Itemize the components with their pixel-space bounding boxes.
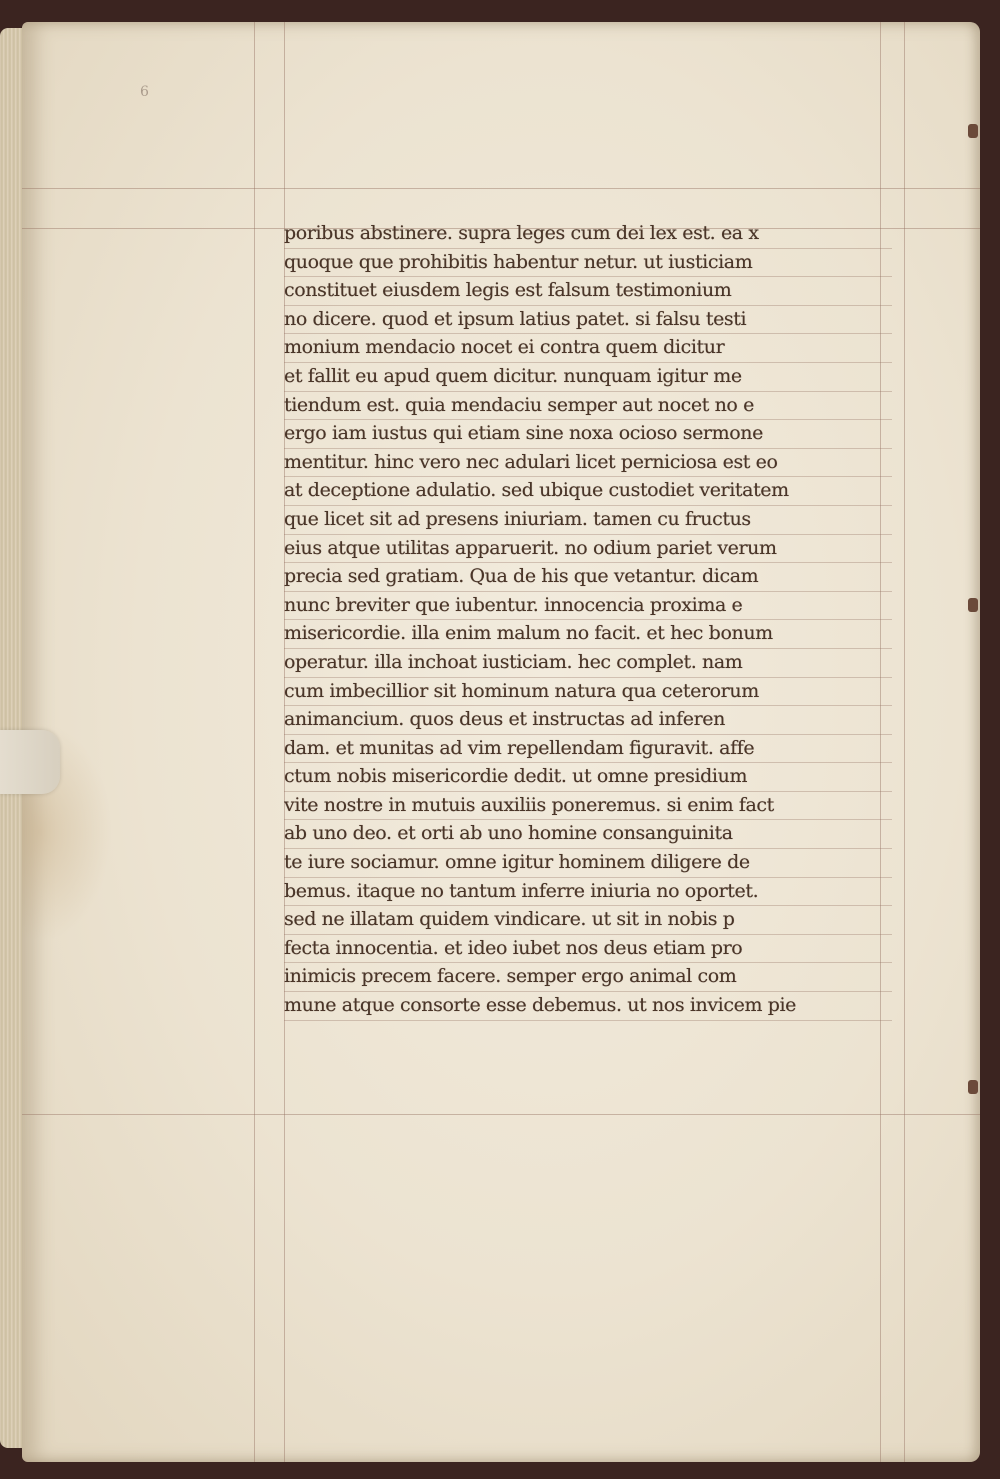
ruling-line-horizontal: [22, 188, 980, 189]
ruling-line-vertical: [254, 22, 255, 1462]
text-line: poribus abstinere. supra leges cum dei lex est. ea x: [284, 220, 892, 249]
text-line: cum imbecillior sit hominum natura qua ceterorum: [284, 678, 892, 707]
text-line: at deceptione adulatio. sed ubique custodiet veritatem: [284, 477, 892, 506]
text-line: ab uno deo. et orti ab uno homine consanguinita: [284, 820, 892, 849]
text-line: nunc breviter que iubentur. innocencia proxima e: [284, 592, 892, 621]
text-line: tiendum est. quia mendaciu semper aut nocet no e: [284, 392, 892, 421]
text-line: vite nostre in mutuis auxiliis poneremus. si enim fact: [284, 792, 892, 821]
text-line: misericordie. illa enim malum no facit. et hec bonum: [284, 620, 892, 649]
text-line: mentitur. hinc vero nec adulari licet perniciosa est eo: [284, 449, 892, 478]
text-line: quoque que prohibitis habentur netur. ut iusticiam: [284, 249, 892, 278]
text-line: operatur. illa inchoat iusticiam. hec complet. nam: [284, 649, 892, 678]
text-line: dam. et munitas ad vim repellendam figuravit. affe: [284, 735, 892, 764]
text-line: eius atque utilitas apparuerit. no odium pariet verum: [284, 535, 892, 564]
text-line: que licet sit ad presens iniuriam. tamen cu fructus: [284, 506, 892, 535]
text-line: ergo iam iustus qui etiam sine noxa ocioso sermone: [284, 420, 892, 449]
text-line: et fallit eu apud quem dicitur. nunquam igitur me: [284, 363, 892, 392]
binding-stitch: [968, 124, 978, 138]
text-line: precia sed gratiam. Qua de his que vetantur. dicam: [284, 563, 892, 592]
manuscript-page: [22, 22, 980, 1462]
binding-stitch: [968, 598, 978, 612]
text-line: ctum nobis misericordie dedit. ut omne presidium: [284, 763, 892, 792]
text-line: fecta innocentia. et ideo iubet nos deus etiam pro: [284, 935, 892, 964]
text-line: no dicere. quod et ipsum latius patet. si falsu testi: [284, 306, 892, 335]
ruling-line-horizontal: [22, 1114, 980, 1115]
ruling-line-vertical: [904, 22, 905, 1462]
text-line: inimicis precem facere. semper ergo animal com: [284, 963, 892, 992]
text-line: animancium. quos deus et instructas ad inferen: [284, 706, 892, 735]
text-line: te iure sociamur. omne igitur hominem diligere de: [284, 849, 892, 878]
folio-mark: 6: [140, 84, 149, 100]
text-line: mune atque consorte esse debemus. ut nos invicem pie: [284, 992, 892, 1021]
text-line: sed ne illatam quidem vindicare. ut sit in nobis p: [284, 906, 892, 935]
text-line: bemus. itaque no tantum inferre iniuria no oportet.: [284, 878, 892, 907]
page-tab-marker: [0, 730, 60, 794]
text-line: monium mendacio nocet ei contra quem dicitur: [284, 334, 892, 363]
text-column: [284, 220, 892, 1021]
binding-stitch: [968, 1080, 978, 1094]
text-line: constituet eiusdem legis est falsum testimonium: [284, 277, 892, 306]
